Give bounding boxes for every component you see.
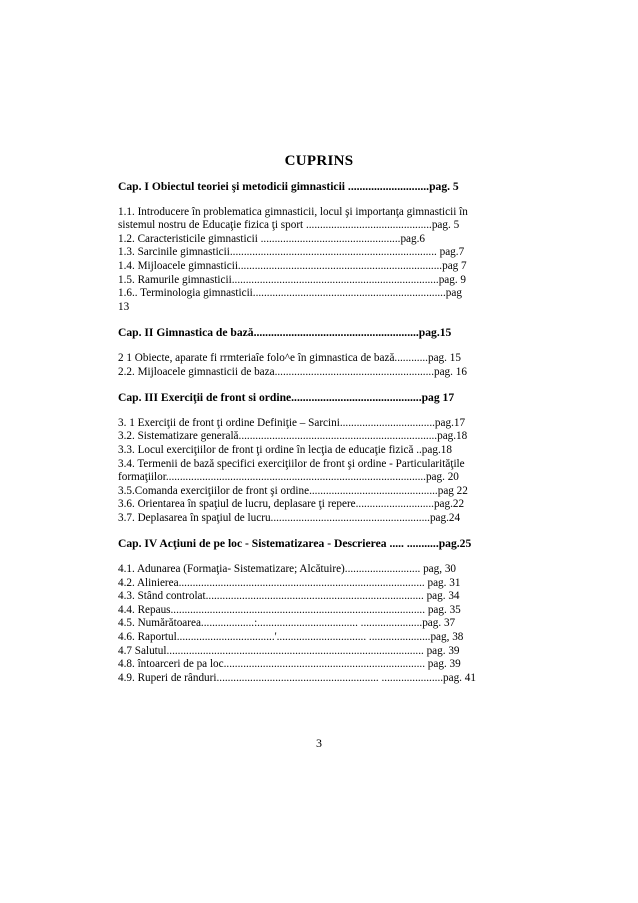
chapter-heading: Cap. III Exerciţii de front si ordine.............................................pag 17: [118, 391, 455, 405]
toc-entry: 1.5. Ramurile gimnasticii..........................................................................pag. 9: [118, 273, 467, 286]
toc-entry: formaţiilor.............................................................................................pag. 20: [118, 471, 459, 484]
chapter-heading: Cap. II Gimnastica de bază.........................................................pag.15: [118, 326, 452, 340]
toc-entry: 3. 1 Exerciţii de front ţi ordine Definiţie – Sarcini..................................pag.17: [118, 416, 466, 429]
toc-entry: 1.1. Introducere în problematica gimnasticii, locul şi importanţa gimnasticii în: [118, 205, 468, 218]
toc-title: CUPRINS: [284, 153, 354, 169]
toc-entry: 13: [118, 300, 130, 313]
toc-entry: sistemul nostru de Educaţie fizica ţi sport .............................................pag. 5: [118, 219, 460, 232]
toc-entry: 3.7. Deplasarea în spaţiul de lucru.........................................................pag.24: [118, 511, 461, 524]
toc-entry: 3.5.Comanda exerciţiilor de front şi ordine..............................................pag 22: [118, 484, 468, 497]
toc-entry: 4.7 Salutul............................................................................................ pag. 39: [118, 644, 460, 657]
spacer: [118, 405, 520, 417]
toc-entry: 4.1. Adunarea (Formaţia- Sistematizare; Alcătuire)........................... pag, 30: [118, 563, 457, 576]
toc-entry: 1.4. Mijloacele gimnasticii.........................................................................pag 7: [118, 259, 467, 272]
toc-entry: 3.3. Locul exerciţiilor de front ţi ordine în lecţia de educaţie fizică ..pag.18: [118, 443, 452, 456]
spacer: [118, 525, 520, 537]
toc-entry: 4.3. Stând controlat.............................................................................. pag. 34: [118, 590, 460, 603]
toc-entry: 1.3. Sarcinile gimnasticii.......................................................................... pag.7: [118, 246, 465, 259]
spacer: [118, 340, 520, 352]
toc-entry: 4.5. Numărătoarea...................:.................................... ......................pag. 37: [118, 617, 456, 630]
toc-entry: 1.6.. Terminologia gimnasticii.....................................................................pag: [118, 287, 462, 300]
chapter-heading: Cap. I Obiectul teoriei şi metodicii gimnasticii ............................pag. 5: [118, 180, 459, 193]
toc-entry: 3.2. Sistematizare generală.......................................................................pag.18: [118, 430, 468, 443]
toc-entry: 2 1 Obiecte, aparate fi rrmteriaîe folo^e în gimnastica de bază............pag. 15: [118, 351, 461, 364]
toc-entry: 4.9. Ruperi de rânduri.......................................................... ......................pag. 41: [118, 671, 476, 684]
spacer: [118, 194, 520, 206]
toc-entry: 3.6. Orientarea în spaţiul de lucru, deplasare ţi repere............................pag.22: [118, 498, 465, 511]
page-number: 3: [316, 736, 322, 750]
toc-entry: 4.4. Repaus........................................................................................... pag. 35: [118, 603, 461, 616]
spacer: [118, 314, 520, 326]
toc-entry: 2.2. Mijloacele gimnasticii de baza.........................................................pag. 16: [118, 365, 467, 378]
toc-entry: 4.6. Raportul...................................'................................ ......................pag, 38: [118, 631, 464, 644]
toc-entry: 3.4. Termenii de bază specifici exerciţiilor de front şi ordine - Particularităţile: [118, 457, 465, 470]
spacer: [118, 551, 520, 563]
spacer: [118, 379, 520, 391]
toc-entry: 1.2. Caracteristicile gimnasticii ..................................................pag.6: [118, 232, 425, 245]
toc-entry: 4.2. Alinierea........................................................................................ pag. 31: [118, 576, 461, 589]
table-of-contents: [118, 180, 520, 685]
toc-entry: 4.8. întoarceri de pa loc........................................................................ pag. 39: [118, 658, 461, 671]
chapter-heading: Cap. IV Acţiuni de pe loc - Sistematizarea - Descrierea ..... ...........pag.25: [118, 537, 472, 551]
